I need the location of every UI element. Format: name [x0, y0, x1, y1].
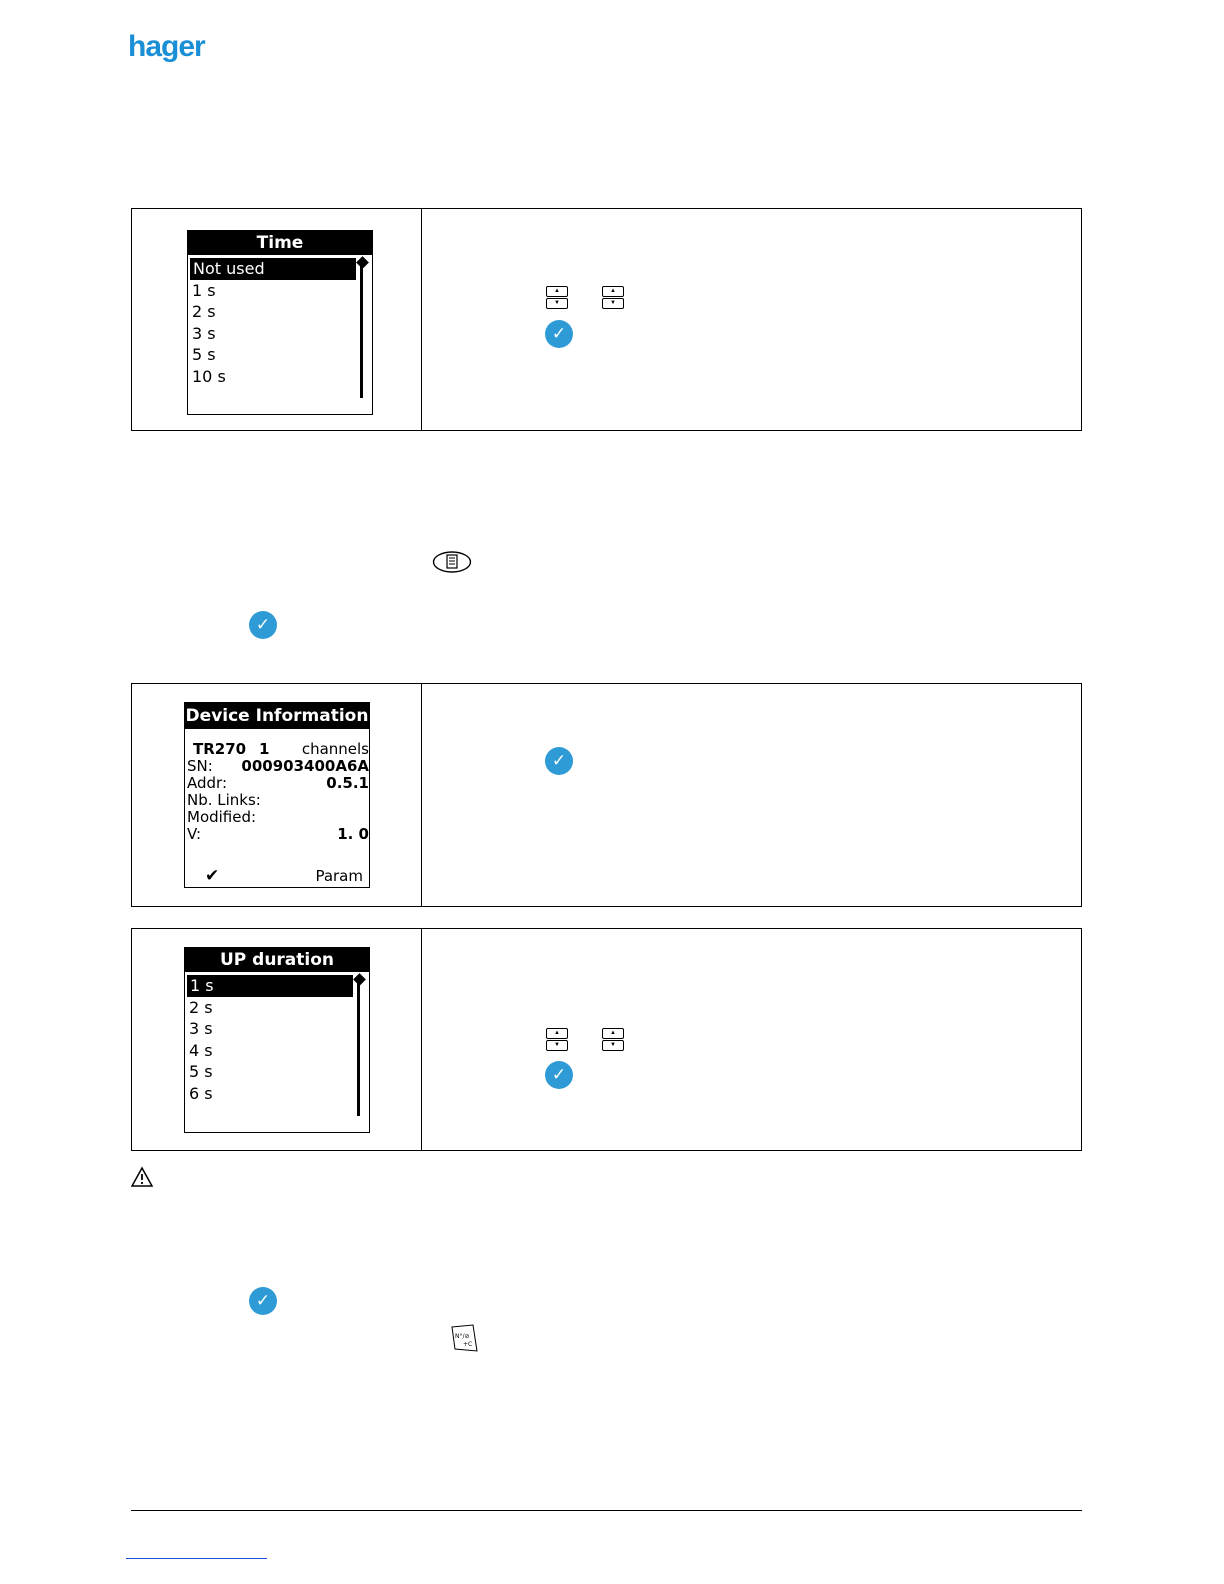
list-item[interactable]: 5 s	[189, 1062, 213, 1081]
footer-divider	[131, 1510, 1082, 1511]
links-label: Nb. Links:	[187, 791, 261, 809]
list-item[interactable]: 10 s	[192, 366, 226, 386]
addr-value: 0.5.1	[326, 774, 369, 792]
version-label: V:	[187, 825, 202, 843]
list-item[interactable]: 1 s	[192, 280, 216, 300]
sn-value: 000903400A6A	[241, 757, 369, 775]
panel-divider	[421, 209, 422, 430]
list-item-selected[interactable]: 1 s	[187, 975, 353, 997]
list-item[interactable]: 3 s	[192, 323, 216, 343]
up-down-keys-icon: ▲ ▼	[602, 1028, 624, 1050]
list-item[interactable]: 3 s	[189, 1019, 213, 1038]
up-down-keys-icon: ▲ ▼	[546, 1028, 568, 1050]
up-duration-panel	[131, 928, 1082, 1151]
lcd-title: UP duration	[185, 948, 369, 972]
lcd-title: Time	[188, 231, 372, 255]
svg-text:+C: +C	[463, 1341, 473, 1348]
panel-divider	[421, 929, 422, 1150]
check-icon: ✓	[545, 320, 573, 348]
time-lcd-screen	[187, 230, 373, 415]
list-item[interactable]: 2 s	[192, 302, 216, 321]
list-item[interactable]: 6 s	[189, 1083, 213, 1103]
list-item-selected[interactable]: Not used	[190, 258, 356, 280]
footer-link-underline[interactable]	[126, 1558, 267, 1559]
device-menu-icon	[432, 550, 472, 574]
scrollbar[interactable]	[360, 264, 363, 398]
list-item[interactable]: 2 s	[189, 997, 213, 1017]
reset-key-icon	[449, 1323, 479, 1353]
device-information-panel	[131, 683, 1082, 907]
up-duration-lcd-screen	[184, 947, 370, 1133]
svg-text:N°/⊘: N°/⊘	[455, 1333, 470, 1340]
softkey-check-icon[interactable]: ✔	[205, 866, 220, 886]
list-item[interactable]: 4 s	[189, 1040, 213, 1060]
hager-logo: hager	[128, 30, 205, 63]
scrollbar-thumb-icon	[353, 973, 366, 986]
version-value: 1. 0	[337, 825, 369, 843]
panel-divider	[421, 684, 422, 906]
up-down-keys-icon: ▲ ▼	[602, 286, 624, 308]
channels-label: channels	[301, 740, 369, 758]
channel-count: 1	[259, 740, 270, 758]
device-model: TR270	[193, 740, 247, 758]
check-icon: ✓	[545, 1061, 573, 1089]
scrollbar[interactable]	[357, 981, 360, 1116]
addr-label: Addr:	[187, 774, 227, 792]
warning-icon	[130, 1166, 154, 1188]
modified-label: Modified:	[187, 808, 257, 826]
check-icon: ✓	[249, 611, 277, 639]
check-icon: ✓	[249, 1287, 277, 1315]
check-icon: ✓	[545, 747, 573, 775]
list-item[interactable]: 5 s	[192, 345, 216, 364]
device-info-lcd-screen	[184, 702, 370, 888]
scrollbar-thumb-icon	[356, 256, 369, 269]
up-down-keys-icon: ▲ ▼	[546, 286, 568, 308]
time-panel	[131, 208, 1082, 431]
softkey-param[interactable]: Param	[315, 867, 363, 885]
lcd-title: Device Information	[185, 703, 369, 729]
sn-label: SN:	[187, 757, 213, 775]
